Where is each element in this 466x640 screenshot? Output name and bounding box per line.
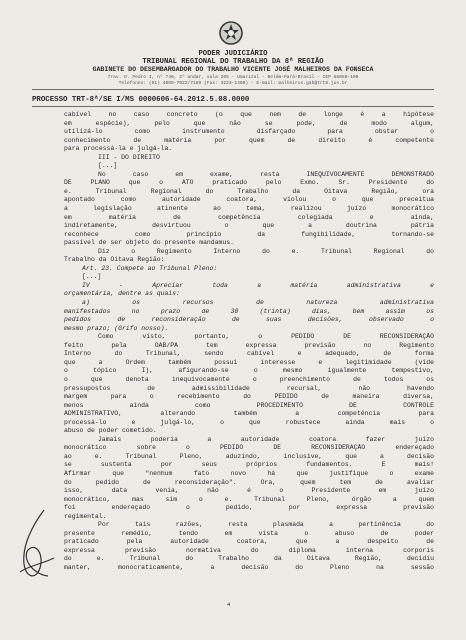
body-line: menos ainda como PROCEDIMENTO DE CONTROLE bbox=[64, 401, 434, 409]
body-line: manter, monocraticamente, a decisão do Pleno na sessão bbox=[64, 563, 434, 571]
body-line: a) os recursos de natureza administrativa bbox=[82, 299, 434, 307]
body-line: Afirmar que "nenhum fato novo há que justifique o exame bbox=[64, 469, 434, 477]
body-line: foi endereçado o pedido, por expressa previsão bbox=[64, 504, 434, 512]
body-line: regimental. bbox=[64, 512, 107, 520]
body-line: indiretamente, desvirtuou o que a doutrina pátria bbox=[64, 222, 434, 230]
body-line: Interno do Tribunal, sendo cabível e adequado, de forma bbox=[64, 350, 434, 358]
body-line: pressupostos de admissibilidade recursal, não havendo bbox=[64, 384, 434, 392]
body-line: conhecimento de matéria por quem de direito é competente bbox=[64, 136, 434, 144]
body-line: abuso de poder cometido. bbox=[64, 427, 157, 435]
body-line: ADMINISTRATIVO, alterando também a competência para bbox=[64, 410, 434, 418]
body-line: Trabalho da Oitava Região: bbox=[64, 256, 165, 264]
handwritten-signature bbox=[14, 506, 60, 584]
body-line: No caso em exame, resta INEQUIVOCAMENTE DEMONSTRADO bbox=[98, 170, 434, 178]
body-line: presente remédio, tendo em vista o abuso de poder bbox=[64, 529, 434, 537]
body-line: e. Tribunal Regional do Trabalho da Oitava Região, ora bbox=[64, 187, 434, 195]
body-line: [...] bbox=[98, 162, 118, 170]
header-line-2: TRIBUNAL REGIONAL DO TRABALHO DA 8ª REGIÃO bbox=[142, 58, 324, 66]
body-line: isso, data venia, não é o Presidente em juízo bbox=[64, 487, 434, 495]
body-line: feito pela OAB/PA tem expressa previsão no Regimento bbox=[64, 341, 434, 349]
page-number: 4 bbox=[227, 601, 231, 608]
contact-line: Telefones: (91) 4008-7022/7189 (Fax: 3223-1400) - E-mail: malheiros.gab@trt8.jus.br bbox=[118, 81, 348, 86]
body-line: ao e. Tribunal Pleno, aduzindo, inclusive, que a decisão bbox=[64, 452, 434, 460]
body-line: Art. 23. Compete ao Tribunal Pleno: bbox=[82, 264, 218, 272]
body-line: processá-lo e julgá-lo, o que robustece ainda mais o bbox=[64, 418, 434, 426]
body-line: para processá-la e julgá-la. bbox=[64, 145, 173, 153]
body-line: o que denota inequivocamente o preenchimento de todos os bbox=[64, 375, 434, 383]
body-line: orçamentária, dentre as quais: bbox=[64, 290, 180, 298]
body-line: monocrático sobre o PEDIDO DE RECONSIDERAÇÃO endereçado bbox=[64, 444, 434, 452]
header-divider bbox=[32, 89, 434, 90]
body-line: margem para o recebimento do PEDIDO de maneira diversa, bbox=[64, 393, 434, 401]
body-line: manifestados no prazo de 30 (trinta) dias, bem assim os bbox=[64, 307, 434, 315]
body-line: IV - Apreciar toda a matéria administrativa e bbox=[82, 281, 434, 289]
body-line: DE PLANO que o ATO praticado pelo Exmo. Sr. Presidente do bbox=[64, 179, 434, 187]
process-divider bbox=[32, 106, 434, 107]
body-line: do e. Tribunal do Trabalho da Oitava Região, decidiu bbox=[64, 555, 434, 563]
body-line: a legislação atinente ao tema, realizou juízo monocrático bbox=[64, 205, 434, 213]
body-line: Por tais razões, resta plasmada a pertinência do bbox=[98, 521, 434, 529]
body-line: III - DO DIREITO bbox=[98, 153, 160, 161]
body-line: praticado pela autoridade coatora, que a despeito de bbox=[64, 538, 434, 546]
header-line-1: PODER JUDICIÁRIO bbox=[198, 50, 268, 58]
body-line: Como visto, portanto, o PEDIDO DE RECONSIDERAÇÃO bbox=[98, 333, 434, 341]
header-line-3: GABINETE DO DESEMBARGADOR DO TRABALHO VICENTE JOSÉ MALHEIROS DA FONSECA bbox=[92, 66, 374, 73]
body-line: monocrático, mas sim o e. Tribunal Pleno, órgão a quem bbox=[64, 495, 434, 503]
body-line: reconhece como princípio da fungibilidade, tornando-se bbox=[64, 230, 434, 238]
body-line: [...] bbox=[82, 273, 102, 281]
body-line: em matéria de competência colegiada e ainda, bbox=[64, 213, 434, 221]
address-line: Trav. D. Pedro I, nº 746, 2º andar, sala 205 - Umarizal - Belém-Pará-Brasil - CEP 66050-100 bbox=[107, 75, 359, 80]
body-line: cabível no caso concreto (o que nem de longe é a hipótese bbox=[64, 111, 434, 118]
body-line: expressa previsão normativa do diploma interna corporis bbox=[64, 546, 434, 554]
body-line: utilizá-lo como instrumento disfarçado para obstar o bbox=[64, 128, 434, 136]
body-line: do pedido de reconsideração". Ora, quem tem de avaliar bbox=[64, 478, 434, 486]
body-line: passível de ser objeto do presente mandamus. bbox=[64, 239, 234, 247]
body-line: se sustenta por seus próprios fundamentos. E mais! bbox=[64, 461, 434, 469]
body-line: o tópico I), afigurando-se o mesmo igualmente tempestivo, bbox=[64, 367, 434, 375]
body-line: Diz o Regimento Interno do e. Tribunal Regional do bbox=[98, 247, 434, 255]
body-line: em espécie), pelo que não se pode, de modo algum, bbox=[64, 119, 434, 127]
body-line: pedidos de reconsideração de suas decisões, observado o bbox=[64, 316, 434, 324]
body-line: apontado como autoridade coatora, violou o que preceitua bbox=[64, 196, 434, 204]
body-line: que a Ordem também possui interesse e legitimidade (vide bbox=[64, 358, 434, 366]
coat-of-arms-emblem bbox=[218, 20, 244, 46]
body-line: mesmo prazo; (Grifo nosso). bbox=[64, 324, 169, 332]
process-number: PROCESSO TRT-8ª/SE I/MS 0000606-64.2012.5.08.0000 bbox=[32, 96, 250, 104]
document-body bbox=[64, 111, 434, 573]
body-line: Jamais poderia a autoridade coatora fazer juízo bbox=[98, 435, 434, 443]
